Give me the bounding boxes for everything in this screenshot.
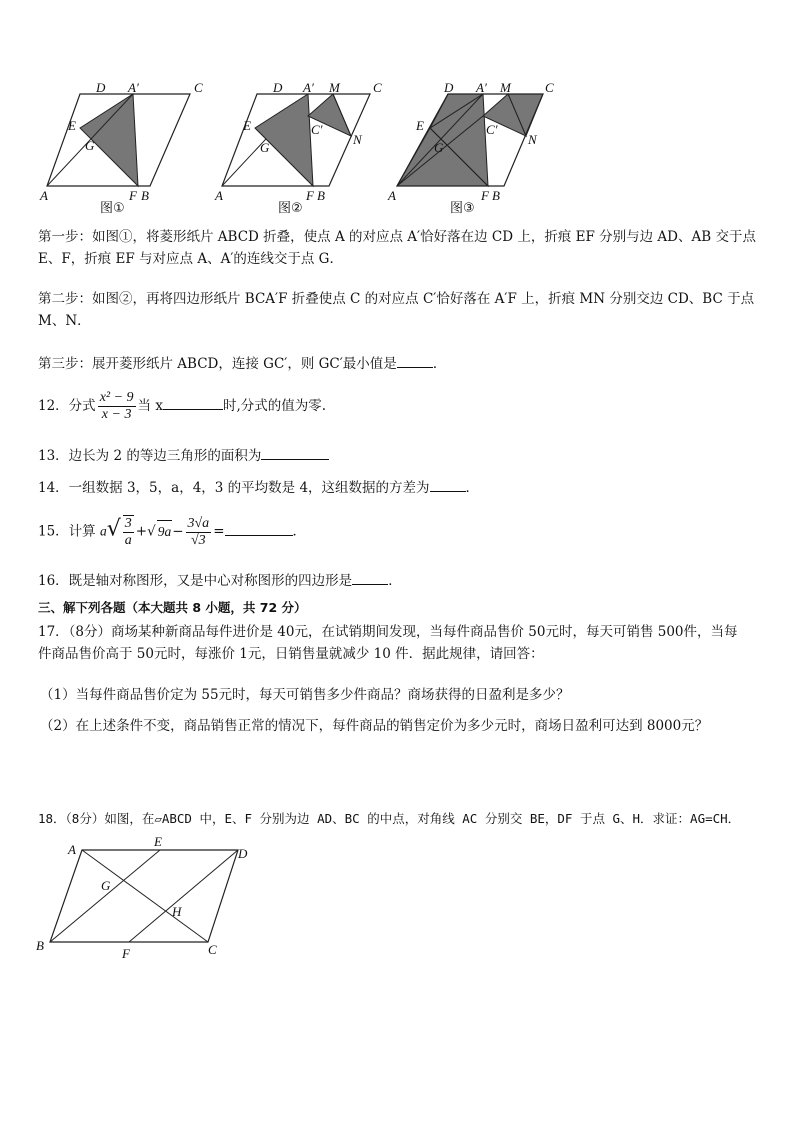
q18-figure-svg <box>30 832 260 962</box>
q15-radical-1: √ <box>106 516 121 542</box>
q14-text: 14．一组数据 3，5，a，4，3 的平均数是 4，这组数据的方差为 <box>38 480 430 496</box>
fig3-label-F: F <box>481 188 489 203</box>
fig3-label-B: B <box>492 188 500 203</box>
question-13 <box>38 445 329 467</box>
fig3-label-A: A <box>388 188 396 203</box>
q15-a: a <box>99 523 107 539</box>
q18-label-F: F <box>122 946 130 961</box>
fig3-label-C: C <box>545 80 554 95</box>
fig2-label-C1: C′ <box>311 122 323 137</box>
q13-answer-blank[interactable] <box>261 445 329 460</box>
fig2-label-N: N <box>353 132 362 147</box>
fig3-label-M: M <box>500 80 511 95</box>
fig1-label-G: G <box>85 138 95 153</box>
fig3-label-G: G <box>434 140 444 155</box>
q15-radical-2: √ <box>147 523 156 540</box>
q15-plus: + <box>135 523 148 540</box>
q15-frac-num: 3√a <box>187 515 210 531</box>
fig1-label-B: B <box>141 188 149 203</box>
q18-label-B: B <box>36 938 44 953</box>
q11-step3-end: ． <box>432 356 447 372</box>
question-16 <box>38 570 402 592</box>
q12-fraction <box>98 390 136 423</box>
q15-fraction <box>186 516 212 549</box>
q13-text: 13．边长为 2 的等边三角形的面积为 <box>38 448 262 464</box>
q18-label-E: E <box>154 834 162 849</box>
fig3-label-C1: C′ <box>486 122 498 137</box>
fig2-label-C: C <box>373 80 382 95</box>
fig2-label-F: F <box>306 188 314 203</box>
q11-step3 <box>38 353 760 375</box>
caption-fig2: 图② <box>278 201 303 216</box>
q12-suffix: 时,分式的值为零. <box>222 398 327 414</box>
q15-sqrt-num: 3 <box>124 516 132 531</box>
fig2-label-B: B <box>317 188 325 203</box>
q11-answer-blank[interactable] <box>397 353 433 368</box>
question-12 <box>38 390 326 423</box>
q17-line1: 17．（8分）商场某种新商品每件进价是 40元，在试销期间发现，当每件商品售价 50元时，每天可销售 500件，当每 <box>38 624 738 640</box>
q15-sqrt-den: a <box>124 533 132 548</box>
q18-label-A: A <box>68 842 76 857</box>
fig2-label-D: D <box>273 80 283 95</box>
fig1-label-C: C <box>194 80 203 95</box>
q14-answer-blank[interactable] <box>430 477 466 492</box>
q11-step2-line2: M、N． <box>38 313 91 329</box>
question-18: 18．（8分）如图，在▱ABCD 中，E、F 分别为边 AD、BC 的中点，对角线 AC 分别交 BE，DF 于点 G、H．求证：AG=CH． <box>38 811 741 826</box>
q16-text: 16．既是轴对称图形，又是中心对称图形的四边形是 <box>38 573 353 589</box>
fig3-label-A1: A′ <box>476 80 487 95</box>
q18-figure <box>30 832 260 962</box>
q15-eq: = <box>213 523 225 540</box>
q18-label-D: D <box>238 846 248 861</box>
fig3-label-E: E <box>416 118 424 133</box>
q18-label-G: G <box>101 878 111 893</box>
figure-3-svg <box>380 72 570 222</box>
q12-numerator: x² − 9 <box>99 390 134 405</box>
q11-step3-text: 第三步：展开菱形纸片 ABCD，连接 GC′，则 GC′最小值是 <box>38 356 397 372</box>
question-17 <box>38 621 760 665</box>
q11-step2 <box>38 288 760 332</box>
q15-frac-den: √3 <box>191 532 206 548</box>
q11-step1 <box>38 226 760 270</box>
q17-sub2: （2）在上述条件不变，商品销售正常的情况下，每件商品的销售定价为多少元时，商场日盈利可达到 8000元？ <box>40 718 709 734</box>
q12-prefix: 12．分式 <box>38 398 96 414</box>
fig1-label-E: E <box>68 118 76 133</box>
fig1-label-A1: A′ <box>128 80 139 95</box>
q18-label-C: C <box>208 942 217 957</box>
fig2-label-G: G <box>260 140 270 155</box>
caption-fig1: 图① <box>100 201 125 216</box>
caption-fig3: 图③ <box>450 201 475 216</box>
fig2-label-A1: A′ <box>303 80 314 95</box>
q15-minus: − <box>172 523 184 540</box>
fig3-label-D: D <box>444 80 454 95</box>
q18-label-H: H <box>172 904 182 919</box>
q14-end: ． <box>465 480 480 496</box>
fig3-label-N: N <box>528 132 537 147</box>
q15-sqrt9a: 9a <box>157 520 173 543</box>
q16-end: ． <box>388 573 402 589</box>
fig1-label-D: D <box>96 80 106 95</box>
q15-sqrt-fraction <box>123 515 134 549</box>
q15-prefix: 15．计算 <box>38 523 96 540</box>
question-14 <box>38 477 479 499</box>
q11-step2-line1: 第二步：如图②，再将四边形纸片 BCA′F 折叠使点 C 的对应点 C′恰好落在 A′F 上，折痕 MN 分别交边 CD、BC 于点 <box>38 291 755 307</box>
fig1-label-F: F <box>129 188 137 203</box>
fig2-label-E: E <box>243 118 251 133</box>
fig2-label-M: M <box>329 80 340 95</box>
q16-answer-blank[interactable] <box>352 570 388 585</box>
figure-3 <box>380 72 570 226</box>
q11-step1-line1: 第一步：如图①，将菱形纸片 ABCD 折叠，使点 A 的对应点 A′恰好落在边 CD 上，折痕 EF 分别与边 AD、AB 交于点 <box>38 229 756 245</box>
q12-answer-blank[interactable] <box>163 395 223 410</box>
q17-line2: 件商品售价高于 50元时，每涨价 1元，日销售量就减少 10 件．据此规律，请回答： <box>38 646 544 662</box>
q15-answer-blank[interactable] <box>225 521 293 536</box>
q15-end: ． <box>292 523 306 540</box>
fig2-label-A: A <box>215 188 223 203</box>
question-15 <box>38 515 306 549</box>
q12-denominator: x − 3 <box>101 407 132 422</box>
q11-step1-line2: E、F，折痕 EF 与对应点 A、A′的连线交于点 G． <box>38 251 343 267</box>
section-3-title: 三、解下列各题（本大题共 8 小题，共 72 分） <box>38 600 307 615</box>
q17-sub1: （1）当每件商品售价定为 55元时，每天可销售多少件商品？商场获得的日盈利是多少？ <box>40 687 570 703</box>
fig1-label-A: A <box>40 188 48 203</box>
q12-mid: 当 x <box>137 398 163 414</box>
